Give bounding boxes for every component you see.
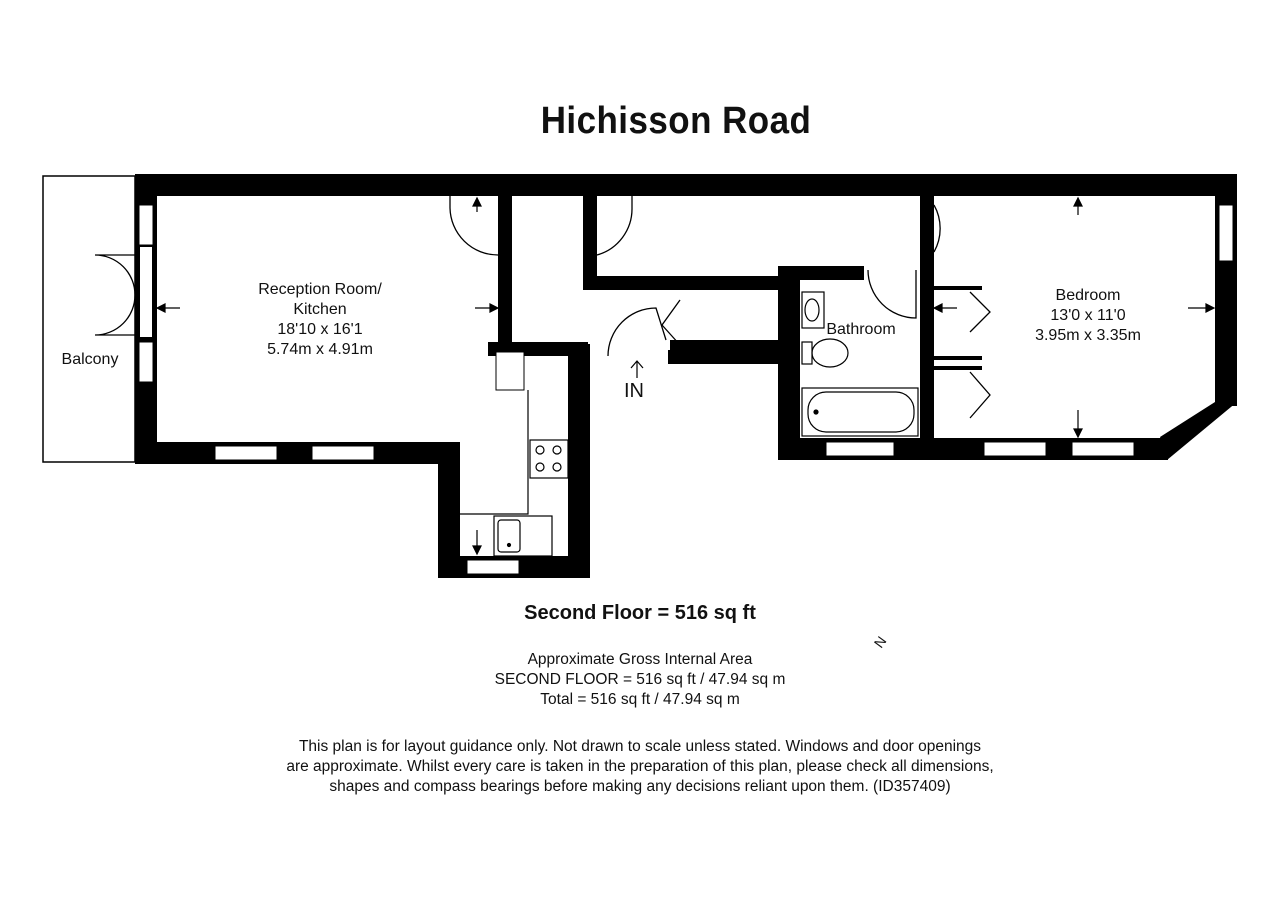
floor-total: Second Floor = 516 sq ft	[524, 602, 756, 624]
compass-icon	[827, 587, 939, 600]
bedroom-label	[1018, 286, 1158, 346]
area-floor-line: SECOND FLOOR = 516 sq ft / 47.94 sq m	[494, 671, 786, 688]
kitchen-counter	[460, 390, 568, 556]
disclaimer-line3: shapes and compass bearings before making any decisions reliant upon them. (ID357409)	[329, 778, 951, 795]
area-heading: Approximate Gross Internal Area	[527, 651, 753, 668]
disclaimer	[0, 737, 1280, 797]
compass-letter: N	[870, 633, 890, 651]
area-total-line: Total = 516 sq ft / 47.94 sq m	[540, 691, 740, 708]
entrance-label: IN	[624, 380, 644, 402]
disclaimer-line2: are approximate. Whilst every care is taken in the preparation of this plan, please check all dimensions,	[286, 758, 994, 775]
plan-title: Hichisson Road	[540, 100, 812, 142]
reception-name-line1: Reception Room/	[258, 281, 382, 298]
reception-label	[230, 280, 410, 360]
disclaimer-line1: This plan is for layout guidance only. Not drawn to scale unless stated. Windows and door openings	[298, 738, 982, 755]
bedroom-metric: 3.95m x 3.35m	[1035, 327, 1141, 344]
bathroom-fittings	[802, 292, 918, 436]
bedroom-name: Bedroom	[1055, 287, 1121, 304]
entrance-arrow-icon	[631, 361, 643, 378]
reception-metric: 5.74m x 4.91m	[267, 341, 373, 358]
area-summary	[0, 650, 1280, 710]
bathroom-label: Bathroom	[826, 321, 896, 338]
reception-name-line2: Kitchen	[293, 301, 347, 318]
bedroom-imperial: 13'0 x 11'0	[1050, 307, 1126, 324]
reception-imperial: 18'10 x 16'1	[277, 321, 363, 338]
balcony-label: Balcony	[61, 351, 119, 368]
exterior-walls	[135, 174, 1237, 578]
windows	[139, 205, 1233, 574]
dimension-arrows	[157, 198, 1214, 554]
balcony-outline	[43, 176, 135, 462]
